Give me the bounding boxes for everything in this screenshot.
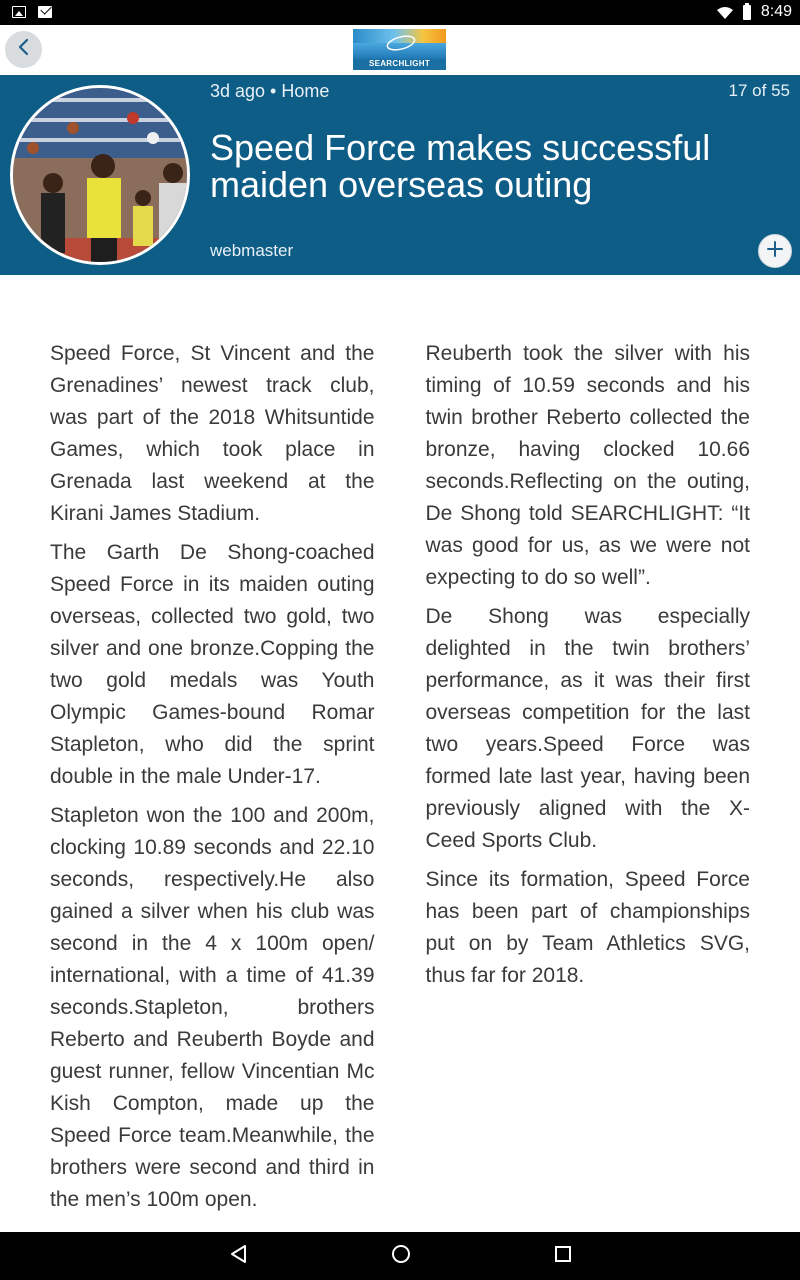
system-nav-bar [0,1232,800,1280]
wifi-icon [717,6,733,18]
article-body [50,338,750,1218]
nav-home-button[interactable] [386,1241,416,1271]
article-counter: 17 of 55 [728,81,790,100]
article-paragraph: Speed Force, St Vincent and the Grenadines’ newest track club, was part of the 2018 Whitsuntide Games, which took place in Grenada last weekend at the Kirani James Stadium. [50,342,375,525]
logo-text: SEARCHLIGHT [368,59,431,68]
nav-recents-button[interactable] [548,1241,578,1271]
image-notification-icon [12,6,26,18]
home-circle-icon [391,1244,411,1269]
article-paragraph: Stapleton won the 100 and 200m, clocking 10.89 seconds and 22.10 seconds, respectively.He also gained a silver when his club was second in the 4 x 100m open/ international, with a time of 41.39 seconds.Stapleton, brothers Reberto and Reuberth Boyde and guest runner, fellow Vincentian Mc Kish Compton, made up the Speed Force team.Meanwhile, the brothers were second and third in the men’s 100m open. [50,804,375,1211]
recents-square-icon [554,1245,572,1268]
searchlight-logo [353,29,446,70]
article-paragraph: De Shong was especially delighted in the twin brothers’ performance, as it was their first overseas competition for the last two years.Speed Force was formed late last year, having been previously aligned with the X- Ceed Sports Club. [425,605,750,852]
status-bar [0,0,800,25]
nav-back-button[interactable] [224,1241,254,1271]
article-header [0,75,800,275]
plus-icon [766,240,784,263]
app-bar [0,25,800,75]
article-meta: 3d ago • Home [210,81,330,101]
back-button[interactable] [5,31,42,68]
article-thumbnail [10,85,190,265]
status-time: 8:49 [760,3,792,20]
back-triangle-icon [229,1244,249,1269]
status-left-icons [12,6,52,18]
chevron-left-icon [16,38,32,61]
article-paragraph: The Garth De Shong-coached Speed Force in its maiden outing overseas, collected two gold, two silver and one bronze.Copping the two gold medals was Youth Olympic Games-bound Romar Stapleton, who did the sprint double in the male Under-17. [50,541,375,788]
article-author: webmaster [210,241,294,260]
article-paragraph: Since its formation, Speed Force has been part of championships put on by Team Athletics SVG, thus far for 2018. [425,868,750,987]
mail-notification-icon [38,6,52,18]
article-title: Speed Force makes successful maiden overseas outing [210,127,711,205]
add-button[interactable] [758,234,792,268]
status-right [717,3,792,21]
article-paragraph: Reuberth took the silver with his timing of 10.59 seconds and his twin brother Reberto collected the bronze, having clocked 10.66 seconds.Reflecting on the outing, De Shong told SEARCHLIGHT: “It was good for us, as we were not expecting to do so well”. [425,342,750,589]
battery-icon [743,5,751,20]
